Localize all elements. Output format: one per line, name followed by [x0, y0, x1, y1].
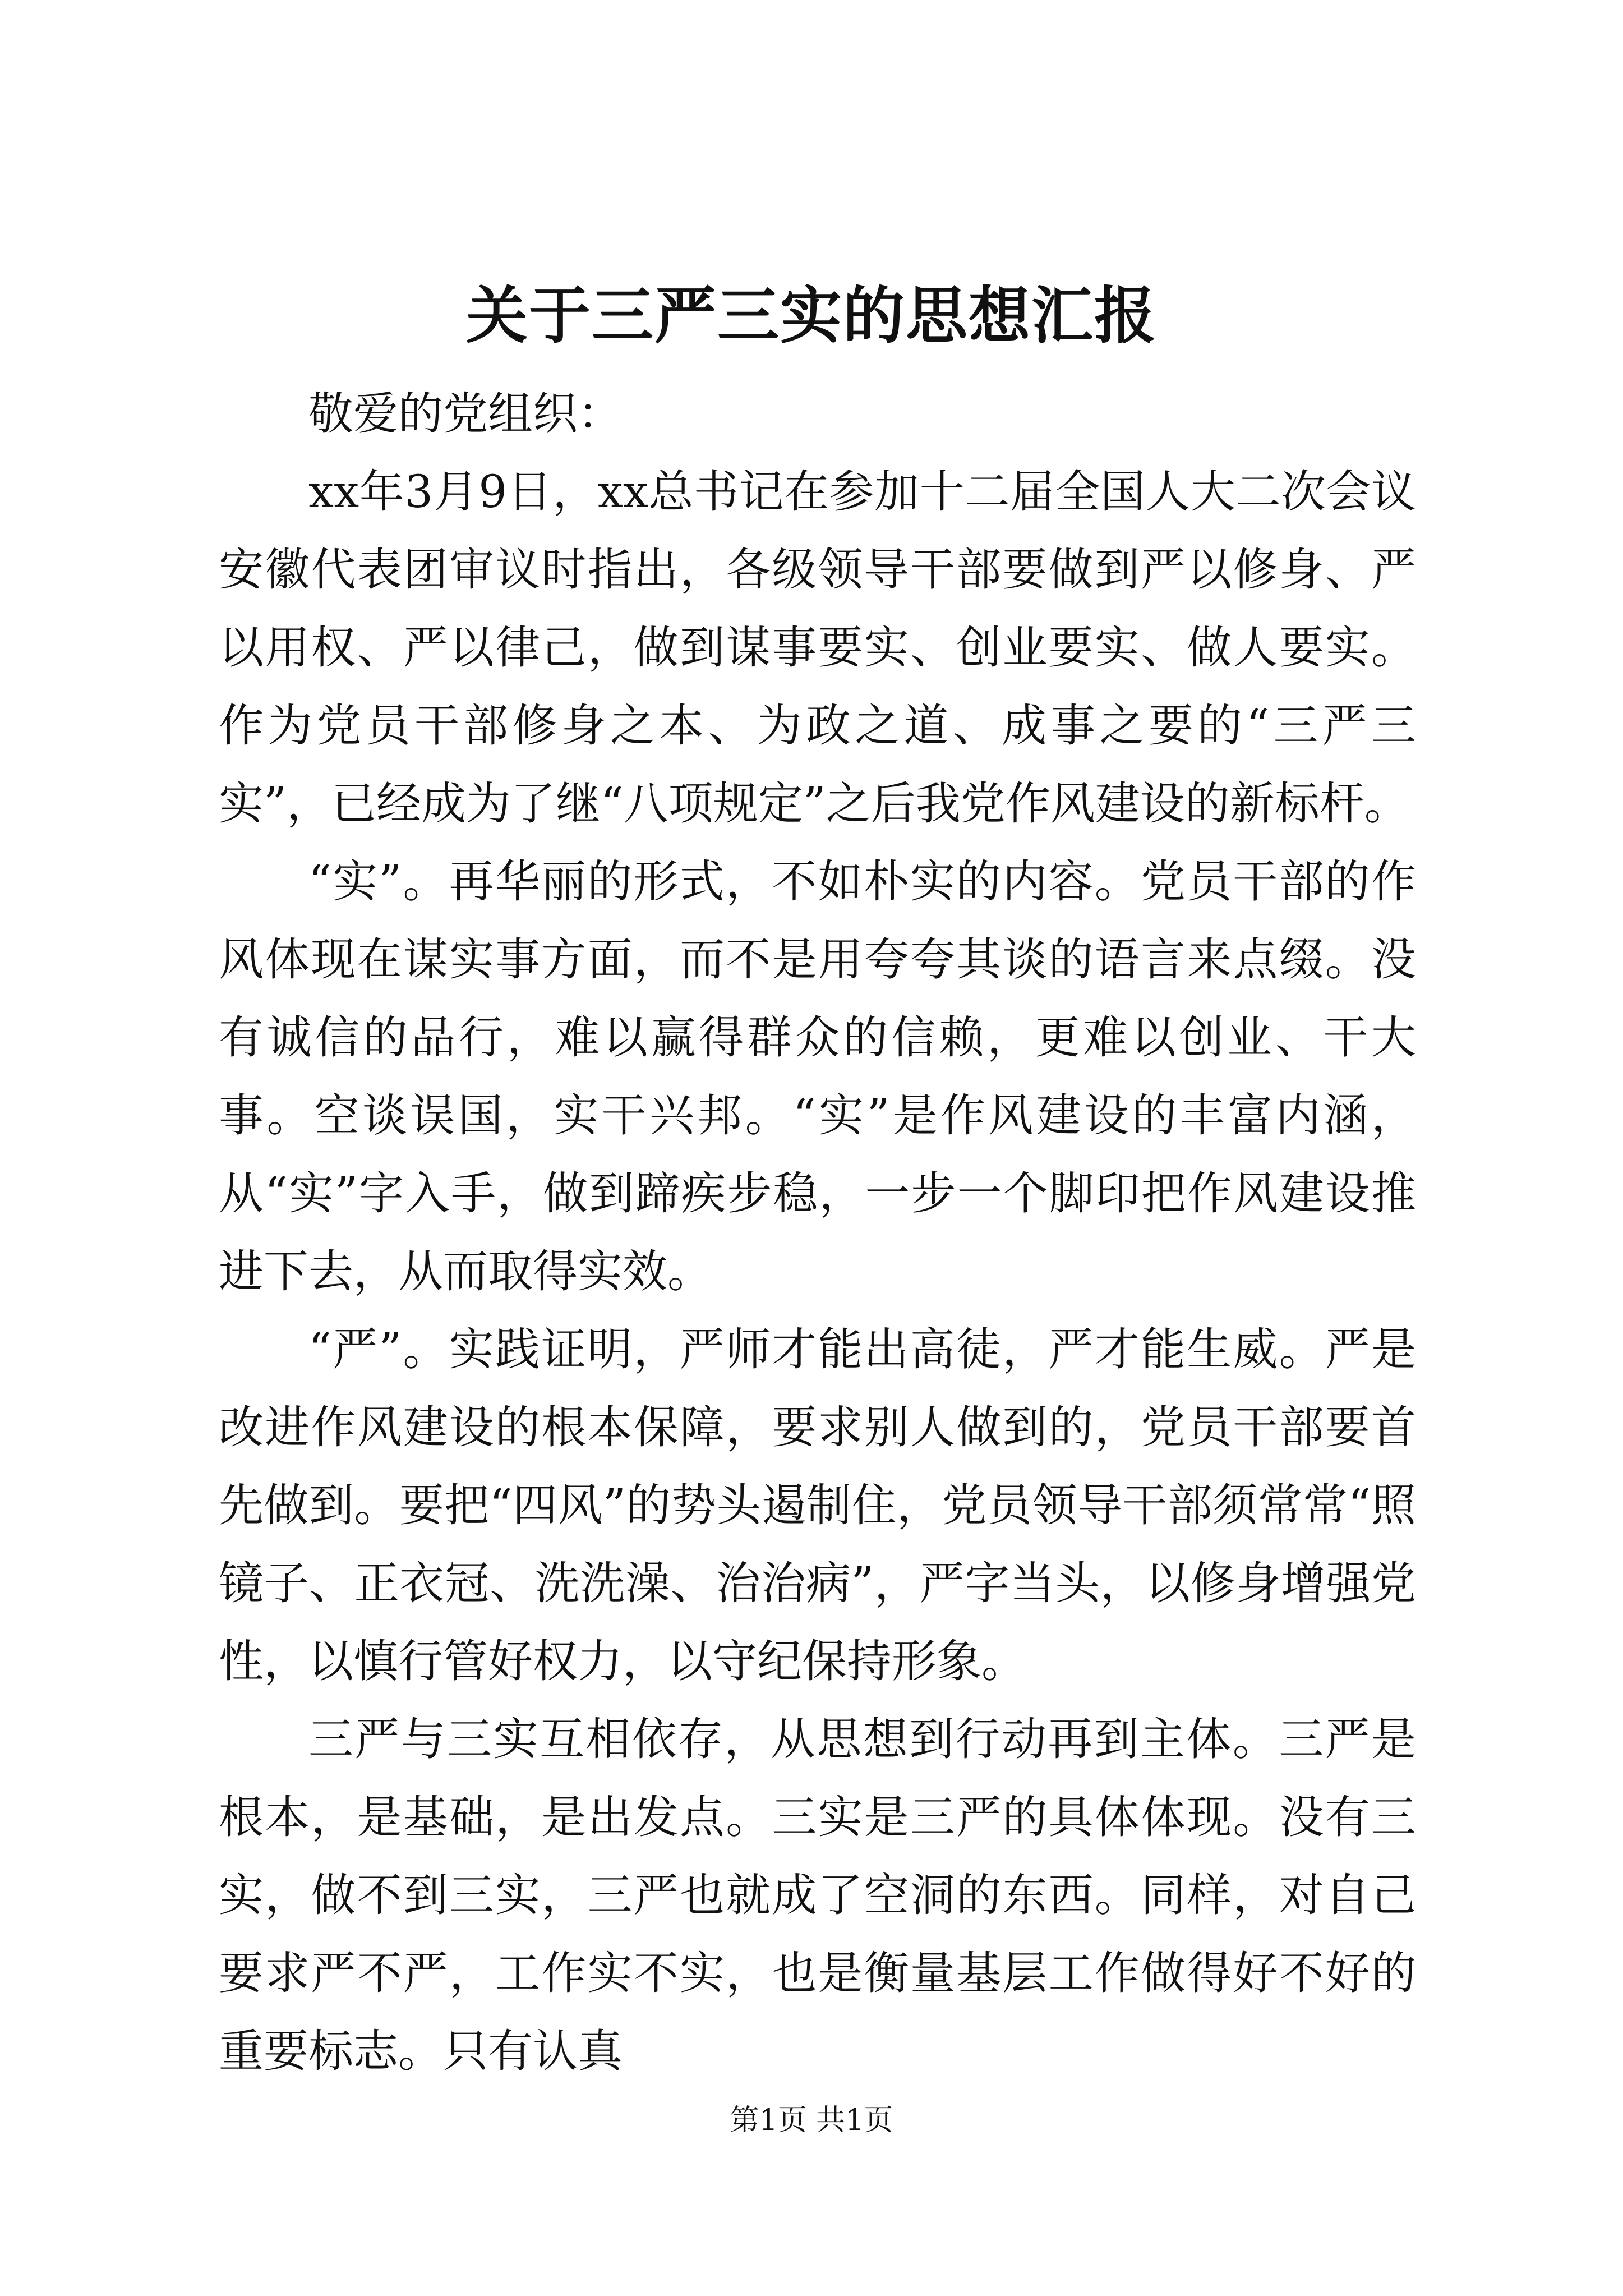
document-body	[219, 375, 1416, 2090]
paragraph-3: “严”。实践证明，严师才能出高徒，严才能生威。严是改进作风建设的根本保障，要求别人做到的，党员干部要首先做到。要把“四风”的势头遏制住，党员领导干部须常常“照镜子、正衣冠、洗洗澡、治治病”，严字当头，以修身增强党性，以慎行管好权力，以守纪保持形象。	[219, 1323, 1416, 1687]
page-number-footer: 第1页 共1页	[730, 2104, 893, 2137]
paragraph-4: 三严与三实互相依存，从思想到行动再到主体。三严是根本，是基础，是出发点。三实是三严的具体体现。没有三实，做不到三实，三严也就成了空洞的东西。同样，对自己要求严不严，工作实不实，也是衡量基层工作做得好不好的重要标志。只有认真	[219, 1713, 1416, 2077]
paragraph-2: “实”。再华丽的形式，不如朴实的内容。党员干部的作风体现在谋实事方面，而不是用夸夸其谈的语言来点缀。没有诚信的品行，难以赢得群众的信赖，更难以创业、干大事。空谈误国，实干兴邦。“实”是作风建设的丰富内涵，从“实”字入手，做到蹄疾步稳，一步一个脚印把作风建设推进下去，从而取得实效。	[219, 855, 1416, 1297]
document-title: 关于三严三实的思想汇报	[466, 279, 1157, 352]
paragraph-1: xx年3月9日，xx总书记在参加十二届全国人大二次会议安徽代表团审议时指出，各级领导干部要做到严以修身、严以用权、严以律己，做到谋事要实、创业要实、做人要实。作为党员干部修身之本、为政之道、成事之要的“三严三实”，已经成为了继“八项规定”之后我党作风建设的新标杆。	[219, 466, 1416, 830]
salutation: 敬爱的党组织：	[308, 388, 623, 440]
